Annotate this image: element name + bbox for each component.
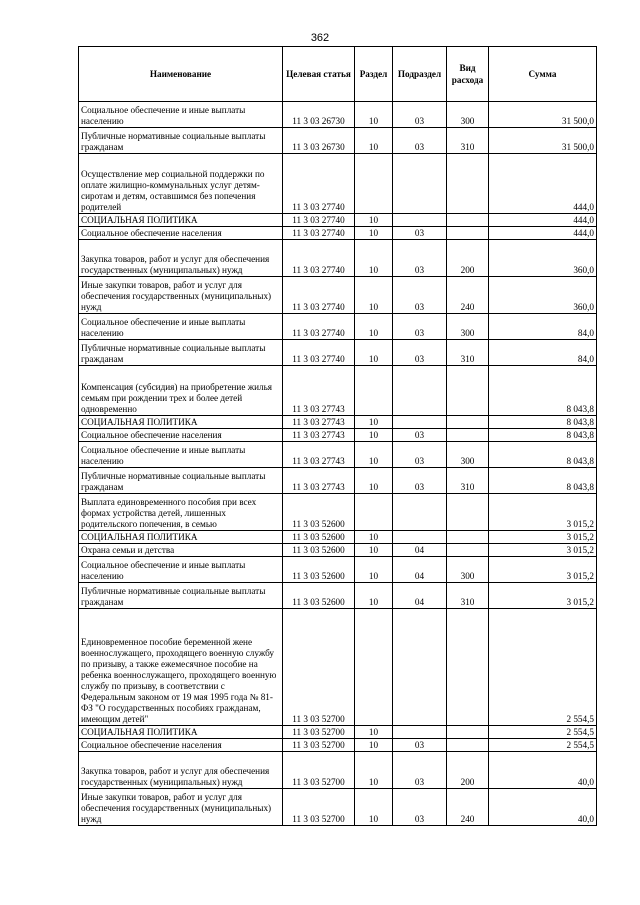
row-target: 11 3 03 27743: [283, 442, 355, 468]
row-target: 11 3 03 27740: [283, 314, 355, 340]
table-row: [79, 214, 597, 227]
row-subsection: [393, 494, 447, 531]
row-name: Социальное обеспечение населения: [79, 739, 283, 752]
row-subsection: 03: [393, 102, 447, 128]
row-type: [447, 494, 489, 531]
row-name: Иные закупки товаров, работ и услуг для обеспечения государственных (муниципальных) нужд: [79, 789, 283, 826]
table-row: [79, 366, 597, 416]
row-subsection: [393, 214, 447, 227]
row-section: [355, 609, 393, 726]
row-type: [447, 726, 489, 739]
row-name: Социальное обеспечение населения: [79, 227, 283, 240]
row-type: [447, 739, 489, 752]
row-section: 10: [355, 314, 393, 340]
row-section: 10: [355, 557, 393, 583]
row-name: Публичные нормативные социальные выплаты гражданам: [79, 583, 283, 609]
row-target: 11 3 03 52600: [283, 557, 355, 583]
row-sum: 40,0: [489, 789, 597, 826]
row-sum: 84,0: [489, 314, 597, 340]
table-row: [79, 227, 597, 240]
row-sum: 3 015,2: [489, 557, 597, 583]
row-target: 11 3 03 27743: [283, 366, 355, 416]
row-sum: 2 554,5: [489, 739, 597, 752]
row-target: 11 3 03 52700: [283, 609, 355, 726]
row-target: 11 3 03 27740: [283, 154, 355, 214]
row-section: [355, 366, 393, 416]
table-row: [79, 128, 597, 154]
row-name: Иные закупки товаров, работ и услуг для обеспечения государственных (муниципальных) нужд: [79, 277, 283, 314]
row-section: 10: [355, 416, 393, 429]
row-type: [447, 227, 489, 240]
row-target: 11 3 03 26730: [283, 128, 355, 154]
row-target: 11 3 03 27740: [283, 227, 355, 240]
row-sum: 8 043,8: [489, 468, 597, 494]
row-name: Социальное обеспечение и иные выплаты населению: [79, 442, 283, 468]
row-name: Социальное обеспечение и иные выплаты населению: [79, 314, 283, 340]
row-target: 11 3 03 27743: [283, 429, 355, 442]
row-type: 310: [447, 583, 489, 609]
row-section: 10: [355, 531, 393, 544]
row-subsection: [393, 416, 447, 429]
table-row: [79, 442, 597, 468]
row-target: 11 3 03 27743: [283, 468, 355, 494]
row-target: 11 3 03 52700: [283, 752, 355, 789]
row-sum: 444,0: [489, 154, 597, 214]
row-name: Социальное обеспечение и иные выплаты населению: [79, 557, 283, 583]
row-type: [447, 366, 489, 416]
row-target: 11 3 03 52600: [283, 531, 355, 544]
row-type: [447, 429, 489, 442]
row-subsection: [393, 726, 447, 739]
row-name: СОЦИАЛЬНАЯ ПОЛИТИКА: [79, 214, 283, 227]
row-type: 310: [447, 340, 489, 366]
row-target: 11 3 03 52700: [283, 739, 355, 752]
table-row: [79, 340, 597, 366]
row-subsection: 03: [393, 468, 447, 494]
row-name: Социальное обеспечение населения: [79, 429, 283, 442]
table-row: [79, 277, 597, 314]
row-section: 10: [355, 214, 393, 227]
row-type: 300: [447, 557, 489, 583]
row-target: 11 3 03 52600: [283, 583, 355, 609]
row-target: 11 3 03 27740: [283, 240, 355, 277]
row-name: Публичные нормативные социальные выплаты гражданам: [79, 128, 283, 154]
table-row: [79, 739, 597, 752]
row-sum: 444,0: [489, 227, 597, 240]
row-section: 10: [355, 442, 393, 468]
table-row: [79, 468, 597, 494]
row-type: 200: [447, 752, 489, 789]
row-type: [447, 609, 489, 726]
row-name: Охрана семьи и детства: [79, 544, 283, 557]
row-name: СОЦИАЛЬНАЯ ПОЛИТИКА: [79, 726, 283, 739]
table-row: [79, 154, 597, 214]
row-subsection: [393, 366, 447, 416]
table-row: [79, 494, 597, 531]
row-type: [447, 154, 489, 214]
row-target: 11 3 03 52600: [283, 544, 355, 557]
row-section: 10: [355, 789, 393, 826]
row-target: 11 3 03 26730: [283, 102, 355, 128]
row-name: Закупка товаров, работ и услуг для обеспечения государственных (муниципальных) нужд: [79, 240, 283, 277]
row-subsection: 04: [393, 583, 447, 609]
row-name: Осуществление мер социальной поддержки по оплате жилищно-коммунальных услуг детям-сиротам и детям, оставшимся без попечения родителей: [79, 154, 283, 214]
row-target: 11 3 03 52700: [283, 726, 355, 739]
row-sum: 3 015,2: [489, 494, 597, 531]
table-row: [79, 240, 597, 277]
row-sum: 8 043,8: [489, 366, 597, 416]
row-name: Выплата единовременного пособия при всех формах устройства детей, лишенных родительского попечения, в семью: [79, 494, 283, 531]
table-row: [79, 544, 597, 557]
row-section: 10: [355, 739, 393, 752]
row-subsection: 04: [393, 544, 447, 557]
row-type: [447, 214, 489, 227]
row-name: Компенсация (субсидия) на приобретение жилья семьям при рождении трех и более детей одновременно: [79, 366, 283, 416]
table-row: [79, 557, 597, 583]
row-section: 10: [355, 544, 393, 557]
row-name: Единовременное пособие беременной жене военнослужащего, проходящего военную службу по призыву, а также ежемесячное пособие на ребенка военнослужащего, проходящего военную службу по призыву, в соответствии с Федеральным законом от 19 мая 1995 года № 81-ФЗ "О государственных пособиях гражданам, имеющим детей": [79, 609, 283, 726]
row-sum: 8 043,8: [489, 416, 597, 429]
row-sum: 40,0: [489, 752, 597, 789]
row-subsection: [393, 531, 447, 544]
row-subsection: 04: [393, 557, 447, 583]
row-sum: 360,0: [489, 240, 597, 277]
row-target: 11 3 03 52700: [283, 789, 355, 826]
row-section: [355, 154, 393, 214]
row-type: 300: [447, 314, 489, 340]
header-name: Наименование: [79, 47, 283, 102]
row-sum: 2 554,5: [489, 726, 597, 739]
row-sum: 2 554,5: [489, 609, 597, 726]
row-type: 300: [447, 102, 489, 128]
row-type: 240: [447, 789, 489, 826]
row-type: 200: [447, 240, 489, 277]
row-subsection: 03: [393, 314, 447, 340]
row-name: Публичные нормативные социальные выплаты гражданам: [79, 468, 283, 494]
header-type: Вид расхода: [447, 47, 489, 102]
header-sum: Сумма: [489, 47, 597, 102]
row-section: 10: [355, 240, 393, 277]
row-type: 310: [447, 468, 489, 494]
table-row: [79, 314, 597, 340]
table-row: [79, 429, 597, 442]
table-row: [79, 752, 597, 789]
row-sum: 84,0: [489, 340, 597, 366]
table-row: [79, 416, 597, 429]
row-sum: 8 043,8: [489, 442, 597, 468]
row-subsection: 03: [393, 227, 447, 240]
row-subsection: [393, 609, 447, 726]
row-type: 310: [447, 128, 489, 154]
row-type: [447, 544, 489, 557]
table-row: [79, 583, 597, 609]
header-section: Раздел: [355, 47, 393, 102]
row-section: 10: [355, 128, 393, 154]
row-sum: 8 043,8: [489, 429, 597, 442]
row-target: 11 3 03 27740: [283, 214, 355, 227]
row-target: 11 3 03 27740: [283, 340, 355, 366]
row-sum: 360,0: [489, 277, 597, 314]
page-number: 362: [310, 32, 330, 44]
row-name: СОЦИАЛЬНАЯ ПОЛИТИКА: [79, 416, 283, 429]
row-subsection: 03: [393, 752, 447, 789]
row-section: [355, 494, 393, 531]
row-section: 10: [355, 102, 393, 128]
row-section: 10: [355, 277, 393, 314]
row-subsection: 03: [393, 739, 447, 752]
row-target: 11 3 03 27743: [283, 416, 355, 429]
row-subsection: 03: [393, 429, 447, 442]
row-sum: 31 500,0: [489, 102, 597, 128]
row-subsection: 03: [393, 240, 447, 277]
row-name: Публичные нормативные социальные выплаты гражданам: [79, 340, 283, 366]
row-type: 240: [447, 277, 489, 314]
row-subsection: 03: [393, 340, 447, 366]
row-type: [447, 416, 489, 429]
row-subsection: 03: [393, 277, 447, 314]
row-subsection: [393, 154, 447, 214]
row-section: 10: [355, 726, 393, 739]
row-section: 10: [355, 468, 393, 494]
row-sum: 3 015,2: [489, 544, 597, 557]
row-section: 10: [355, 583, 393, 609]
header-subsection: Подраздел: [393, 47, 447, 102]
row-section: 10: [355, 227, 393, 240]
row-sum: 3 015,2: [489, 531, 597, 544]
row-target: 11 3 03 27740: [283, 277, 355, 314]
table-row: [79, 726, 597, 739]
row-subsection: 03: [393, 789, 447, 826]
row-target: 11 3 03 52600: [283, 494, 355, 531]
table-row: [79, 789, 597, 826]
row-sum: 31 500,0: [489, 128, 597, 154]
row-name: Социальное обеспечение и иные выплаты населению: [79, 102, 283, 128]
row-subsection: 03: [393, 442, 447, 468]
row-name: СОЦИАЛЬНАЯ ПОЛИТИКА: [79, 531, 283, 544]
table-row: [79, 531, 597, 544]
row-section: 10: [355, 752, 393, 789]
table-header-row: [79, 47, 597, 102]
row-sum: 3 015,2: [489, 583, 597, 609]
row-section: 10: [355, 429, 393, 442]
table-row: [79, 609, 597, 726]
table-row: [79, 102, 597, 128]
row-name: Закупка товаров, работ и услуг для обеспечения государственных (муниципальных) нужд: [79, 752, 283, 789]
row-type: 300: [447, 442, 489, 468]
budget-table: [78, 46, 597, 826]
row-type: [447, 531, 489, 544]
row-subsection: 03: [393, 128, 447, 154]
row-section: 10: [355, 340, 393, 366]
header-target: Целевая статья: [283, 47, 355, 102]
row-sum: 444,0: [489, 214, 597, 227]
